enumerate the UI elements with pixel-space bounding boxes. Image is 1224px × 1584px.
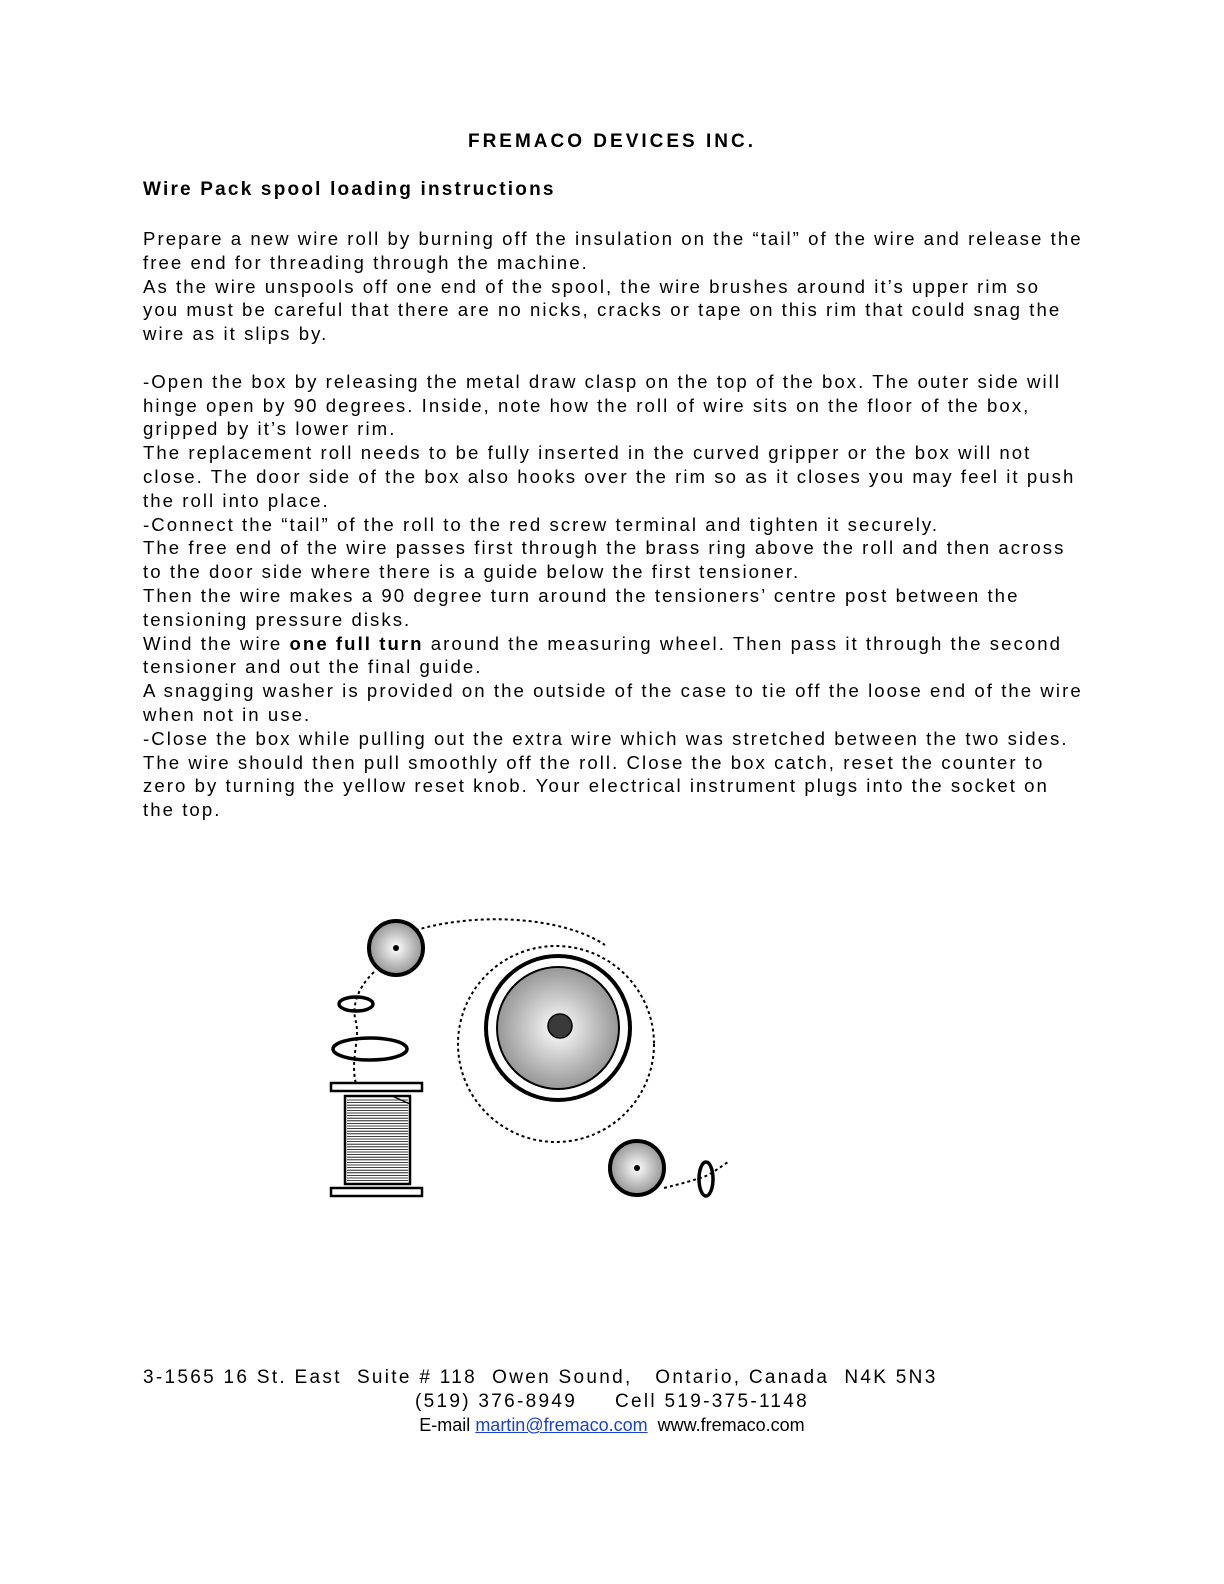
email-link[interactable]: martin@fremaco.com <box>475 1415 648 1435</box>
wind-text-bold: one full turn <box>289 632 424 654</box>
footer-phone: (519) 376-8949 Cell 519-375-1148 <box>414 1391 810 1412</box>
email-label: E-mail <box>419 1415 476 1435</box>
paragraph-wind <box>143 632 1083 680</box>
paragraph-close-box: -Close the box while pulling out the extra wire which was stretched between the two sides. The wire should then pull smoothly off the roll. Close the box catch, reset the counter to zero by turning the yellow reset knob. Your electrical instrument plugs into the socket on the top. <box>143 727 1069 821</box>
footer-address: 3-1565 16 St. East Suite # 118 Owen Sound, Ontario, Canada N4K 5N3 <box>143 1367 938 1388</box>
document-title: Wire Pack spool loading instructions <box>143 179 556 200</box>
paragraph-open-box: -Open the box by releasing the metal draw clasp on the top of the box. The outer side will hinge open by 90 degrees. Inside, note how the roll of wire sits on the floor of the box, gripped by it’s lower rim. <box>143 370 1061 440</box>
paragraph-connect-tail: -Connect the “tail” of the roll to the red screw terminal and tighten it securely. <box>143 513 940 535</box>
spool-top-flange <box>331 1083 422 1091</box>
footer-contact <box>0 1415 1224 1436</box>
company-name: FREMACO DEVICES INC. <box>467 131 757 152</box>
wire-path-top <box>410 919 605 945</box>
paragraph-prepare: Prepare a new wire roll by burning off the insulation on the “tail” of the wire and release the free end for threading through the machine. <box>143 228 1083 273</box>
paragraph-free-end: The free end of the wire passes first through the brass ring above the roll and then across to the door side where there is a guide below the first tensioner. <box>143 537 1066 583</box>
paragraph-replacement: The replacement roll needs to be fully inserted in the curved gripper or the box will not close. The door side of the box also hooks over the rim so as it closes you may feel it push the roll into place. <box>143 442 1076 511</box>
spool-bottom-flange <box>331 1188 422 1196</box>
contact-spacer <box>648 1415 658 1435</box>
wind-text-pre: Wind the wire <box>143 632 290 654</box>
wind-text-post: around the measuring wheel. Then pass it through the second tensioner and out the final guide. <box>143 632 1063 678</box>
paragraph-washer: A snagging washer is provided on the outside of the case to tie off the loose end of the wire when not in use. <box>143 680 1083 725</box>
first-tensioner-post <box>393 945 399 951</box>
paragraph-unspool: As the wire unspools off one end of the spool, the wire brushes around it’s upper rim so you must be careful that there are no nicks, cracks or tape on this rim that could snag the wire as it slips by. <box>143 275 1062 345</box>
brass-ring-large <box>333 1038 407 1060</box>
website-text: www.fremaco.com <box>657 1415 805 1435</box>
instructions-body <box>143 227 1083 822</box>
spool-wire-coil <box>345 1096 410 1184</box>
wire-path-out <box>664 1162 728 1188</box>
second-tensioner-post <box>634 1165 640 1171</box>
wire-path-diagram <box>320 905 740 1205</box>
wire-path-left <box>354 972 374 1084</box>
final-guide <box>699 1162 713 1196</box>
paragraph-gap <box>143 346 1083 370</box>
measuring-wheel-hub <box>548 1014 572 1038</box>
paragraph-turn: Then the wire makes a 90 degree turn around the tensioners’ centre post between the tensioning pressure disks. <box>143 584 1020 630</box>
